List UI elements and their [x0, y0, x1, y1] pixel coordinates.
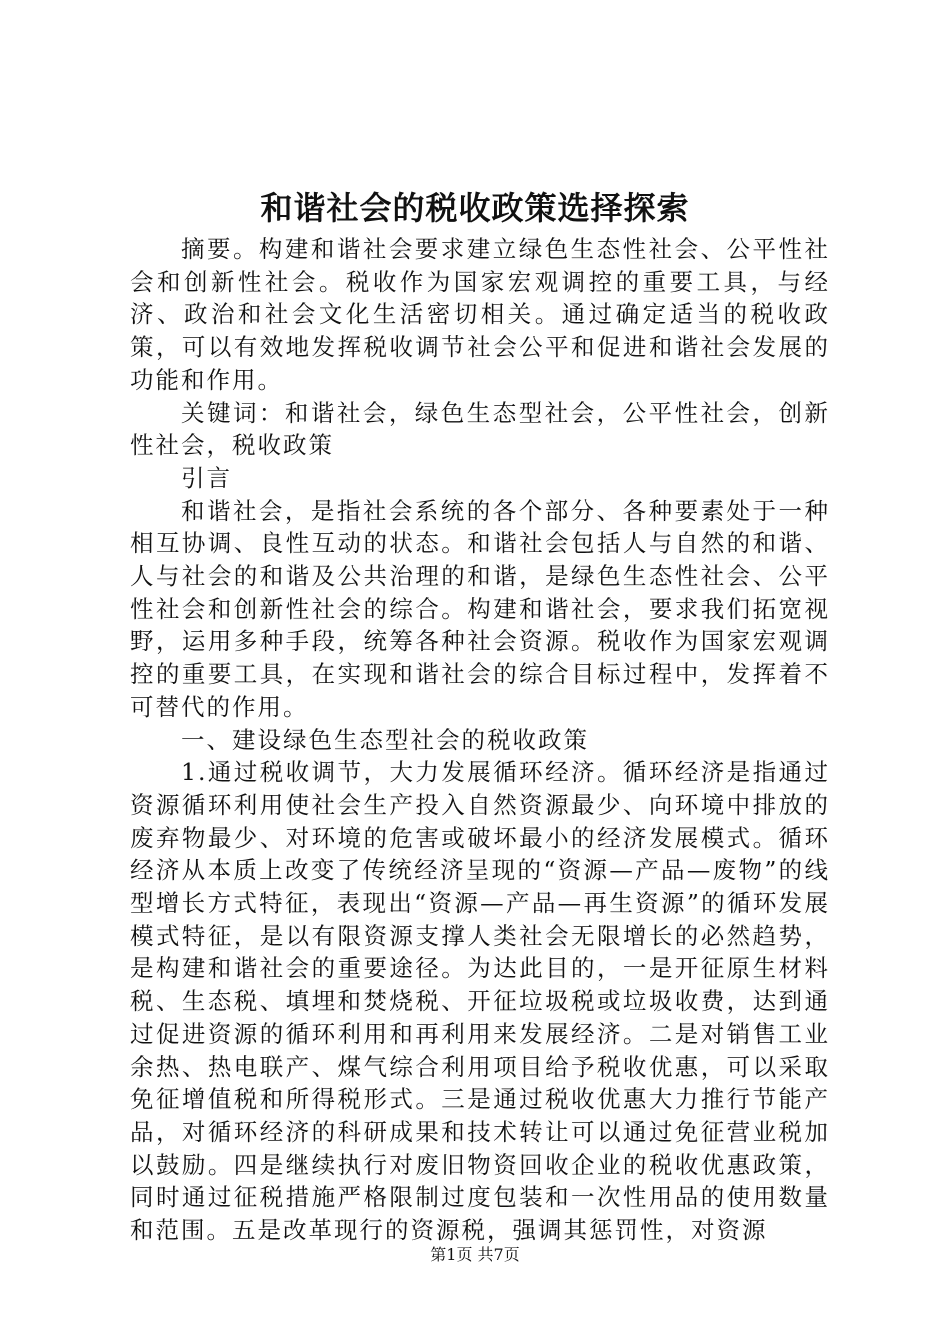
document-body — [130, 233, 830, 1247]
section-heading-green-ecological-society: 一、建设绿色生态型社会的税收政策 — [181, 725, 589, 754]
abstract-paragraph: 摘要。构建和谐社会要求建立绿色生态性社会、公平性社会和创新性社会。税收作为国家宏观调控的重要工具，与经济、政治和社会文化生活密切相关。通过确定适当的税收政策，可以有效地发挥税收调节社会公平和促进和谐社会发展的功能和作用。 — [130, 235, 830, 394]
document-title: 和谐社会的税收政策选择探索 — [260, 189, 690, 227]
keywords-paragraph: 关键词：和谐社会，绿色生态型社会，公平性社会，创新性社会，税收政策 — [130, 398, 830, 460]
introduction-paragraph: 和谐社会，是指社会系统的各个部分、各种要素处于一种相互协调、良性互动的状态。和谐社会包括人与自然的和谐、人与社会的和谐及公共治理的和谐，是绿色生态性社会、公平性社会和创新性社会的综合。构建和谐社会，要求我们拓宽视野，运用多种手段，统筹各种社会资源。税收作为国家宏观调控的重要工具，在实现和谐社会的综合目标过程中，发挥着不可替代的作用。 — [130, 496, 830, 721]
page-footer: 第1页 共7页 — [430, 1245, 520, 1264]
section-heading-introduction: 引言 — [181, 463, 232, 492]
body-paragraph-circular-economy: 1.通过税收调节，大力发展循环经济。循环经济是指通过资源循环利用使社会生产投入自然资源最少、向环境中排放的废弃物最少、对环境的危害或破坏最小的经济发展模式。循环经济从本质上改变了传统经济呈现的“资源—产品—废物”的线型增长方式特征，表现出“资源—产品—再生资源”的循环发展模式特征，是以有限资源支撑人类社会无限增长的必然趋势，是构建和谐社会的重要途径。为达此目的，一是开征原生材料税、生态税、填埋和焚烧税、开征垃圾税或垃圾收费，达到通过促进资源的循环利用和再利用来发展经济。二是对销售工业余热、热电联产、煤气综合利用项目给予税收优惠，可以采取免征增值税和所得税形式。三是通过税收优惠大力推行节能产品，对循环经济的科研成果和技术转让可以通过免征营业税加以鼓励。四是继续执行对废旧物资回收企业的税收优惠政策，同时通过征税措施严格限制过度包装和一次性用品的使用数量和范围。五是改革现行的资源税，强调其惩罚性，对资源 — [130, 758, 830, 1245]
